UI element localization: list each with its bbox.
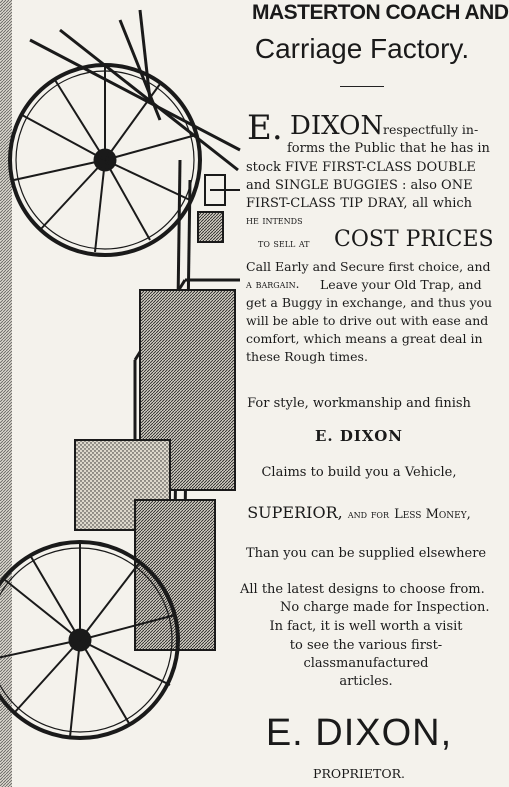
designs-line3: In fact, it is well worth a visit — [269, 619, 463, 634]
than-line: Than you can be supplied elsewhere — [246, 546, 487, 561]
intro-cost-prices: COST PRICES — [334, 227, 494, 252]
buggy-illustration — [0, 0, 245, 787]
intro-intends: he intends — [246, 214, 303, 227]
intro-line2: stock FIVE FIRST-CLASS DOUBLE — [246, 160, 476, 175]
intro-line9: will be able to drive out with ease and — [246, 313, 489, 328]
upper-wheel — [10, 65, 200, 255]
header-divider — [340, 86, 384, 87]
buggy-dash — [135, 500, 215, 650]
left-frame — [0, 0, 12, 787]
intro-line7-bargain: a bargain. — [246, 277, 300, 291]
designs-line4: to see the various first- — [289, 638, 443, 653]
designs-line5: classmanufactured — [303, 656, 429, 671]
footer-name: E. DIXON, — [265, 712, 453, 754]
header-title-line2: Carriage Factory. — [254, 33, 470, 64]
style-line: For style, workmanship and finish — [247, 396, 471, 411]
header-title-line1: MASTERTON COACH AND — [252, 1, 509, 24]
intro-to-sell-at: to sell at — [258, 237, 310, 250]
superior-word: SUPERIOR, — [247, 503, 343, 522]
less-money-words: Less Money, — [394, 507, 471, 522]
intro-line1: forms the Public that he has in — [287, 141, 490, 156]
intro-name-initial: E. — [247, 108, 283, 148]
intro-line3-and: and — [246, 178, 271, 193]
intro-line10: comfort, which means a great deal in — [246, 331, 483, 346]
intro-line6: Call Early and Secure first choice, and — [246, 259, 491, 274]
intro-line4: FIRST-CLASS TIP DRAY, all which — [246, 196, 472, 211]
and-for-words: and for — [347, 507, 389, 521]
intro-line11: these Rough times. — [246, 349, 368, 364]
footer-role: PROPRIETOR. — [313, 766, 405, 781]
designs-line1: All the latest designs to choose from. — [240, 582, 485, 597]
intro-line7: Leave your Old Trap, and — [320, 277, 482, 292]
intro-line3: SINGLE BUGGIES : also ONE — [275, 178, 473, 193]
intro-name-surname: DIXON — [290, 111, 384, 141]
superior-line — [246, 503, 472, 522]
intro-respectfully: respectfully in- — [383, 122, 479, 137]
intro-line8: get a Buggy in exchange, and thus you — [246, 295, 493, 310]
lamp-bracket — [198, 175, 240, 242]
claims-line: Claims to build you a Vehicle, — [261, 465, 457, 480]
designs-line6: articles. — [339, 674, 393, 689]
middle-name: E. DIXON — [314, 427, 404, 445]
designs-line2: No charge made for Inspection. — [280, 600, 490, 615]
